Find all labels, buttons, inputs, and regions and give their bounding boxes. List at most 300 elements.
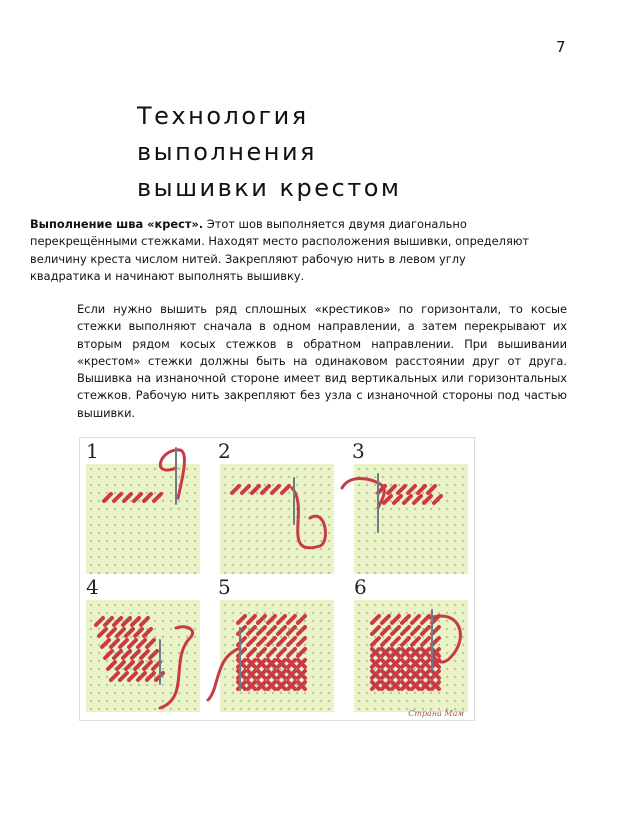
fabric-hole (178, 644, 180, 646)
fabric-hole (90, 476, 92, 478)
fabric-hole (312, 660, 314, 662)
fabric-hole (454, 636, 456, 638)
fabric-hole (454, 468, 456, 470)
fabric-hole (296, 484, 298, 486)
fabric-hole (90, 708, 92, 710)
fabric-hole (288, 700, 290, 702)
fabric-hole (98, 556, 100, 558)
fabric-hole (146, 524, 148, 526)
fabric-hole (406, 644, 408, 646)
fabric-hole (248, 572, 250, 574)
fabric-hole (178, 468, 180, 470)
fabric-hole (304, 620, 306, 622)
fabric-hole (90, 532, 92, 534)
fabric-hole (178, 564, 180, 566)
fabric-hole (422, 540, 424, 542)
fabric-hole (438, 692, 440, 694)
fabric-hole (240, 540, 242, 542)
fabric-hole (398, 612, 400, 614)
page-number: 7 (556, 38, 566, 56)
fabric-hole (288, 540, 290, 542)
fabric-hole (162, 620, 164, 622)
fabric-hole (304, 572, 306, 574)
fabric-hole (178, 708, 180, 710)
fabric-hole (406, 548, 408, 550)
fabric-hole (146, 476, 148, 478)
fabric-hole (272, 548, 274, 550)
fabric-hole (248, 516, 250, 518)
fabric-hole (90, 548, 92, 550)
fabric-hole (256, 692, 258, 694)
fabric-hole (256, 572, 258, 574)
fabric-hole (272, 532, 274, 534)
fabric-hole (240, 500, 242, 502)
fabric-hole (374, 516, 376, 518)
fabric-hole (366, 612, 368, 614)
fabric-hole (146, 484, 148, 486)
fabric-hole (240, 508, 242, 510)
fabric-hole (240, 692, 242, 694)
fabric-hole (288, 556, 290, 558)
fabric-hole (154, 636, 156, 638)
fabric-hole (186, 540, 188, 542)
title-line-3: вышивки крестом (137, 174, 402, 202)
fabric-hole (224, 484, 226, 486)
fabric-hole (414, 612, 416, 614)
fabric-hole (366, 516, 368, 518)
fabric-hole (98, 612, 100, 614)
fabric-hole (304, 492, 306, 494)
fabric-hole (320, 612, 322, 614)
fabric-hole (406, 532, 408, 534)
fabric-hole (406, 540, 408, 542)
fabric-hole (312, 532, 314, 534)
fabric-hole (264, 548, 266, 550)
fabric-hole (328, 484, 330, 486)
fabric-hole (462, 532, 464, 534)
fabric-hole (312, 644, 314, 646)
fabric-hole (358, 540, 360, 542)
fabric-hole (304, 540, 306, 542)
fabric-hole (406, 516, 408, 518)
fabric-hole (280, 636, 282, 638)
fabric-hole (446, 628, 448, 630)
fabric-hole (154, 612, 156, 614)
fabric-hole (304, 484, 306, 486)
fabric-hole (446, 556, 448, 558)
fabric-hole (328, 516, 330, 518)
fabric-hole (138, 708, 140, 710)
fabric-hole (240, 604, 242, 606)
fabric-hole (446, 572, 448, 574)
fabric-hole (122, 636, 124, 638)
fabric-hole (162, 476, 164, 478)
fabric-hole (358, 684, 360, 686)
fabric-hole (178, 604, 180, 606)
fabric-hole (358, 692, 360, 694)
fabric-hole (170, 684, 172, 686)
fabric-hole (390, 612, 392, 614)
fabric-hole (162, 684, 164, 686)
fabric-hole (454, 548, 456, 550)
fabric-hole (194, 532, 196, 534)
fabric-hole (106, 612, 108, 614)
fabric-hole (398, 572, 400, 574)
fabric-hole (194, 500, 196, 502)
fabric-hole (462, 516, 464, 518)
fabric-hole (414, 468, 416, 470)
fabric-hole (454, 476, 456, 478)
fabric-hole (374, 468, 376, 470)
fabric-hole (256, 468, 258, 470)
fabric-hole (264, 644, 266, 646)
fabric-hole (390, 476, 392, 478)
fabric-hole (178, 636, 180, 638)
fabric-hole (248, 508, 250, 510)
fabric-hole (186, 700, 188, 702)
fabric-hole (446, 548, 448, 550)
fabric-hole (146, 540, 148, 542)
fabric-hole (328, 620, 330, 622)
fabric-hole (194, 668, 196, 670)
fabric-hole (374, 604, 376, 606)
fabric-hole (186, 660, 188, 662)
fabric-hole (162, 564, 164, 566)
fabric-hole (264, 700, 266, 702)
fabric-hole (162, 532, 164, 534)
fabric-hole (366, 532, 368, 534)
fabric-hole (264, 564, 266, 566)
fabric-hole (146, 572, 148, 574)
fabric-hole (170, 476, 172, 478)
fabric-hole (454, 564, 456, 566)
fabric-hole (122, 612, 124, 614)
fabric-hole (304, 532, 306, 534)
fabric-hole (232, 620, 234, 622)
fabric-hole (272, 508, 274, 510)
fabric-hole (186, 548, 188, 550)
fabric-hole (106, 492, 108, 494)
fabric-hole (304, 612, 306, 614)
fabric-hole (462, 692, 464, 694)
fabric-hole (154, 620, 156, 622)
fabric-hole (90, 620, 92, 622)
fabric-hole (382, 708, 384, 710)
fabric-hole (312, 708, 314, 710)
fabric-hole (154, 532, 156, 534)
fabric-hole (438, 564, 440, 566)
fabric-hole (130, 532, 132, 534)
fabric-hole (430, 564, 432, 566)
fabric-hole (374, 540, 376, 542)
fabric-hole (366, 660, 368, 662)
fabric-hole (240, 468, 242, 470)
fabric-hole (288, 476, 290, 478)
fabric-hole (264, 692, 266, 694)
fabric-hole (366, 708, 368, 710)
fabric-hole (304, 500, 306, 502)
fabric-hole (154, 644, 156, 646)
fabric-hole (328, 676, 330, 678)
fabric-hole (122, 516, 124, 518)
fabric-hole (98, 692, 100, 694)
fabric-hole (114, 700, 116, 702)
fabric-hole (462, 660, 464, 662)
fabric-hole (320, 684, 322, 686)
fabric-hole (366, 548, 368, 550)
fabric-hole (240, 556, 242, 558)
fabric-hole (382, 700, 384, 702)
fabric-hole (90, 644, 92, 646)
fabric-hole (114, 604, 116, 606)
fabric-hole (194, 676, 196, 678)
fabric-hole (178, 500, 180, 502)
fabric-hole (114, 684, 116, 686)
fabric-hole (422, 468, 424, 470)
fabric-hole (186, 524, 188, 526)
fabric-hole (162, 516, 164, 518)
fabric-hole (170, 508, 172, 510)
fabric-hole (438, 604, 440, 606)
title-line-1: Технология (137, 102, 309, 130)
fabric-hole (374, 492, 376, 494)
fabric-hole (358, 484, 360, 486)
fabric-hole (178, 548, 180, 550)
fabric-hole (90, 684, 92, 686)
fabric-hole (178, 508, 180, 510)
fabric-hole (398, 604, 400, 606)
fabric-hole (224, 676, 226, 678)
fabric-hole (154, 540, 156, 542)
fabric-hole (154, 684, 156, 686)
fabric-hole (374, 636, 376, 638)
fabric-hole (320, 644, 322, 646)
fabric-hole (224, 604, 226, 606)
fabric-hole (382, 636, 384, 638)
fabric-hole (106, 604, 108, 606)
fabric-hole (454, 700, 456, 702)
fabric-hole (248, 692, 250, 694)
fabric-hole (462, 636, 464, 638)
fabric-hole (280, 604, 282, 606)
fabric-hole (248, 612, 250, 614)
fabric-hole (462, 652, 464, 654)
fabric-hole (312, 540, 314, 542)
fabric-hole (256, 540, 258, 542)
fabric-hole (312, 652, 314, 654)
fabric-hole (130, 556, 132, 558)
fabric-hole (398, 644, 400, 646)
fabric-hole (186, 484, 188, 486)
fabric-hole (446, 676, 448, 678)
fabric-hole (320, 508, 322, 510)
fabric-hole (114, 532, 116, 534)
fabric-hole (98, 548, 100, 550)
fabric-hole (114, 468, 116, 470)
fabric-hole (162, 500, 164, 502)
fabric-hole (366, 668, 368, 670)
fabric-hole (232, 476, 234, 478)
fabric-hole (232, 524, 234, 526)
fabric-hole (430, 476, 432, 478)
fabric-hole (248, 532, 250, 534)
fabric-hole (170, 612, 172, 614)
fabric-hole (374, 700, 376, 702)
fabric-hole (122, 484, 124, 486)
fabric-hole (224, 572, 226, 574)
fabric-hole (186, 636, 188, 638)
fabric-hole (90, 628, 92, 630)
fabric-hole (114, 708, 116, 710)
fabric-hole (186, 708, 188, 710)
fabric-hole (122, 524, 124, 526)
fabric-hole (374, 668, 376, 670)
fabric-hole (130, 524, 132, 526)
fabric-hole (320, 468, 322, 470)
fabric-hole (170, 500, 172, 502)
fabric-hole (170, 660, 172, 662)
fabric-hole (186, 668, 188, 670)
fabric-hole (398, 708, 400, 710)
fabric-hole (462, 556, 464, 558)
fabric-hole (320, 484, 322, 486)
fabric-hole (390, 500, 392, 502)
fabric-hole (280, 476, 282, 478)
fabric-hole (130, 540, 132, 542)
fabric-hole (382, 612, 384, 614)
fabric-hole (422, 564, 424, 566)
fabric-hole (186, 692, 188, 694)
fabric-hole (374, 556, 376, 558)
fabric-hole (454, 524, 456, 526)
fabric-hole (320, 700, 322, 702)
fabric-hole (232, 668, 234, 670)
fabric-hole (312, 700, 314, 702)
fabric-hole (280, 548, 282, 550)
fabric-hole (328, 532, 330, 534)
fabric-hole (462, 684, 464, 686)
fabric-hole (358, 708, 360, 710)
fabric-hole (280, 500, 282, 502)
fabric-hole (272, 644, 274, 646)
fabric-hole (114, 692, 116, 694)
fabric-hole (170, 484, 172, 486)
fabric-hole (272, 700, 274, 702)
fabric-hole (358, 644, 360, 646)
fabric-hole (138, 572, 140, 574)
fabric-hole (366, 556, 368, 558)
fabric-hole (446, 692, 448, 694)
fabric-hole (422, 548, 424, 550)
fabric-hole (114, 492, 116, 494)
fabric-hole (232, 484, 234, 486)
fabric-hole (232, 572, 234, 574)
fabric-hole (296, 604, 298, 606)
fabric-hole (90, 500, 92, 502)
fabric-hole (170, 636, 172, 638)
fabric-hole (446, 700, 448, 702)
fabric-hole (106, 532, 108, 534)
fabric-hole (232, 700, 234, 702)
fabric-hole (438, 572, 440, 574)
fabric-hole (454, 668, 456, 670)
fabric-hole (170, 604, 172, 606)
fabric-hole (280, 468, 282, 470)
fabric-hole (454, 532, 456, 534)
fabric-hole (194, 564, 196, 566)
fabric-hole (446, 564, 448, 566)
panel-number: 4 (86, 575, 99, 599)
fabric-hole (264, 516, 266, 518)
fabric-hole (194, 484, 196, 486)
fabric-hole (248, 492, 250, 494)
fabric-hole (178, 700, 180, 702)
fabric-hole (272, 468, 274, 470)
fabric-hole (264, 500, 266, 502)
fabric-hole (414, 604, 416, 606)
fabric-hole (130, 508, 132, 510)
fabric-hole (358, 556, 360, 558)
fabric-hole (328, 564, 330, 566)
fabric-hole (170, 572, 172, 574)
fabric-hole (272, 708, 274, 710)
fabric-hole (366, 604, 368, 606)
fabric-hole (390, 508, 392, 510)
fabric-hole (194, 492, 196, 494)
fabric-hole (272, 524, 274, 526)
fabric-hole (256, 476, 258, 478)
fabric-hole (462, 540, 464, 542)
fabric-hole (312, 508, 314, 510)
fabric-hole (130, 668, 132, 670)
fabric-hole (122, 684, 124, 686)
fabric-hole (454, 500, 456, 502)
fabric-hole (320, 652, 322, 654)
fabric-hole (438, 620, 440, 622)
fabric-hole (454, 492, 456, 494)
fabric-hole (446, 652, 448, 654)
fabric-hole (194, 548, 196, 550)
fabric-hole (414, 540, 416, 542)
fabric-hole (114, 540, 116, 542)
fabric-hole (146, 708, 148, 710)
fabric-hole (98, 676, 100, 678)
fabric-hole (264, 620, 266, 622)
fabric-hole (264, 572, 266, 574)
fabric-hole (454, 684, 456, 686)
fabric-hole (320, 548, 322, 550)
fabric-hole (194, 572, 196, 574)
fabric-hole (248, 708, 250, 710)
fabric-hole (328, 500, 330, 502)
fabric-hole (430, 508, 432, 510)
fabric-hole (304, 700, 306, 702)
fabric-hole (256, 532, 258, 534)
fabric-hole (366, 492, 368, 494)
fabric-hole (256, 492, 258, 494)
fabric-hole (462, 644, 464, 646)
fabric-hole (146, 692, 148, 694)
fabric-hole (454, 572, 456, 574)
fabric-hole (358, 524, 360, 526)
fabric-hole (178, 572, 180, 574)
fabric-hole (438, 484, 440, 486)
fabric-hole (264, 484, 266, 486)
fabric-hole (390, 524, 392, 526)
fabric-hole (154, 548, 156, 550)
fabric-hole (170, 548, 172, 550)
fabric-hole (304, 476, 306, 478)
